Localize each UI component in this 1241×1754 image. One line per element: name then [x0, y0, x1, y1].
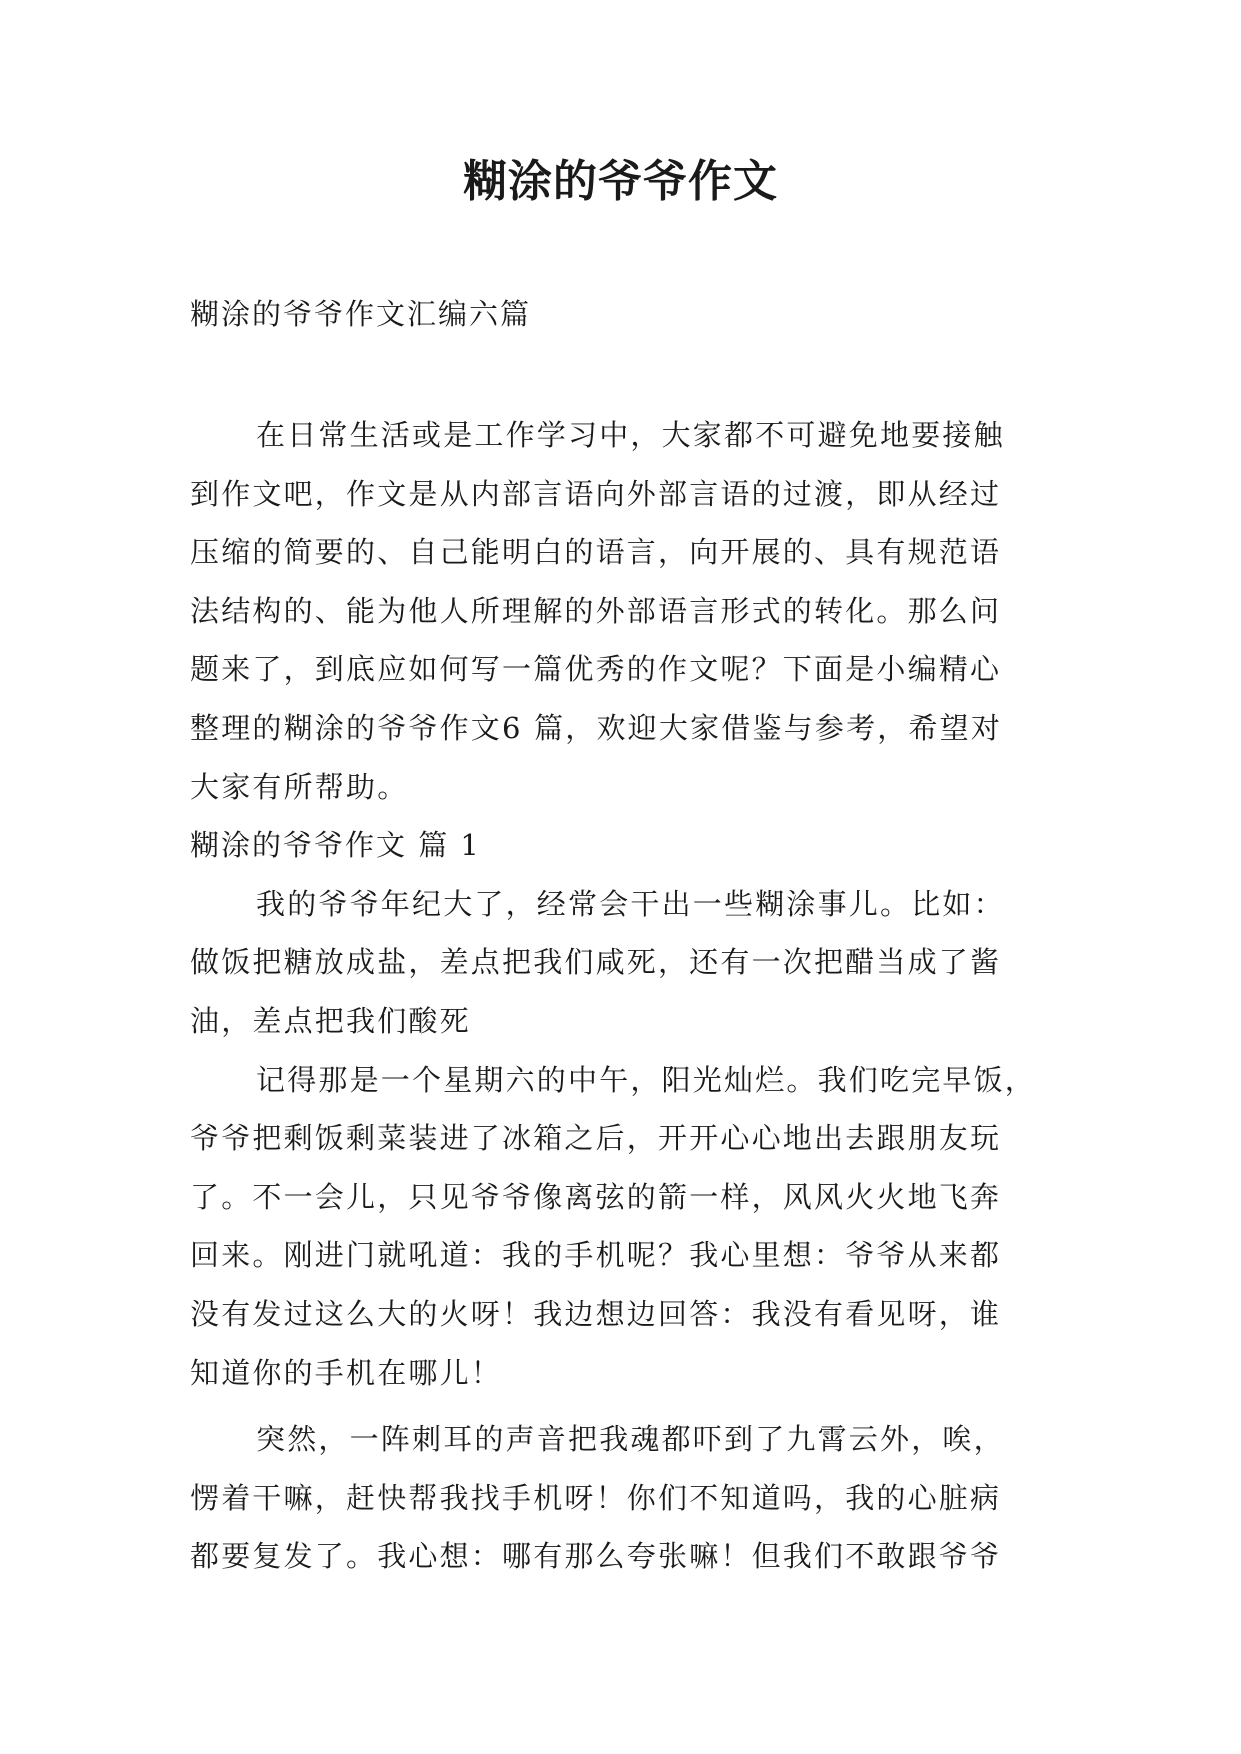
- text-line: 知道你的手机在哪儿！: [190, 1355, 503, 1390]
- text-line: 记得那是一个星期六的中午，阳光灿烂。我们吃完早饭，: [256, 1062, 1037, 1097]
- text-line: 到作文吧，作文是从内部言语向外部言语的过渡，即从经过: [190, 476, 1002, 511]
- text-line: 大家有所帮助。: [190, 769, 409, 804]
- text-line: 法结构的、能为他人所理解的外部语言形式的转化。那么问: [190, 593, 1002, 628]
- text-line: 题来了，到底应如何写一篇优秀的作文呢？下面是小编精心: [190, 652, 1002, 687]
- text-line: 爷爷把剩饭剩菜装进了冰箱之后，开开心心地出去跟朋友玩: [190, 1121, 1002, 1156]
- document-title: 糊涂的爷爷作文: [463, 156, 778, 207]
- section-heading: 糊涂的爷爷作文 篇 1: [190, 828, 481, 863]
- text-line: 油，差点把我们酸死: [190, 1003, 471, 1038]
- text-line: 愣着干嘛，赶快帮我找手机呀！你们不知道吗，我的心脏病: [190, 1480, 1002, 1515]
- story-paragraph: [190, 1051, 1060, 1403]
- story-paragraph: [190, 1410, 1060, 1586]
- text-line: 压缩的简要的、自己能明白的语言，向开展的、具有规范语: [190, 535, 1002, 570]
- document-subtitle: 糊涂的爷爷作文汇编六篇: [190, 297, 532, 331]
- text-line: 没有发过这么大的火呀！我边想边回答：我没有看见呀，谁: [190, 1296, 1002, 1331]
- text-line: 在日常生活或是工作学习中，大家都不可避免地要接触: [256, 418, 1005, 452]
- text-line: 突然，一阵刺耳的声音把我魂都吓到了九霄云外，唉，: [256, 1422, 1005, 1457]
- text-line: 整理的糊涂的爷爷作文6 篇，欢迎大家借鉴与参考，希望对: [190, 710, 1003, 745]
- intro-paragraph: [190, 406, 1060, 816]
- text-line: 了。不一会儿，只见爷爷像离弦的箭一样，风风火火地飞奔: [190, 1179, 1002, 1214]
- text-line: 做饭把糖放成盐，差点把我们咸死，还有一次把醋当成了酱: [190, 945, 1002, 980]
- document-body: [190, 406, 1060, 1586]
- paragraph-gap: [190, 1402, 1060, 1410]
- story-paragraph: [190, 875, 1060, 1051]
- text-line: 我的爷爷年纪大了，经常会干出一些糊涂事儿。比如：: [256, 886, 1005, 921]
- text-line: 回来。刚进门就吼道：我的手机呢？我心里想：爷爷从来都: [190, 1238, 1002, 1273]
- text-line: 都要复发了。我心想：哪有那么夸张嘛！但我们不敢跟爷爷: [190, 1539, 1002, 1574]
